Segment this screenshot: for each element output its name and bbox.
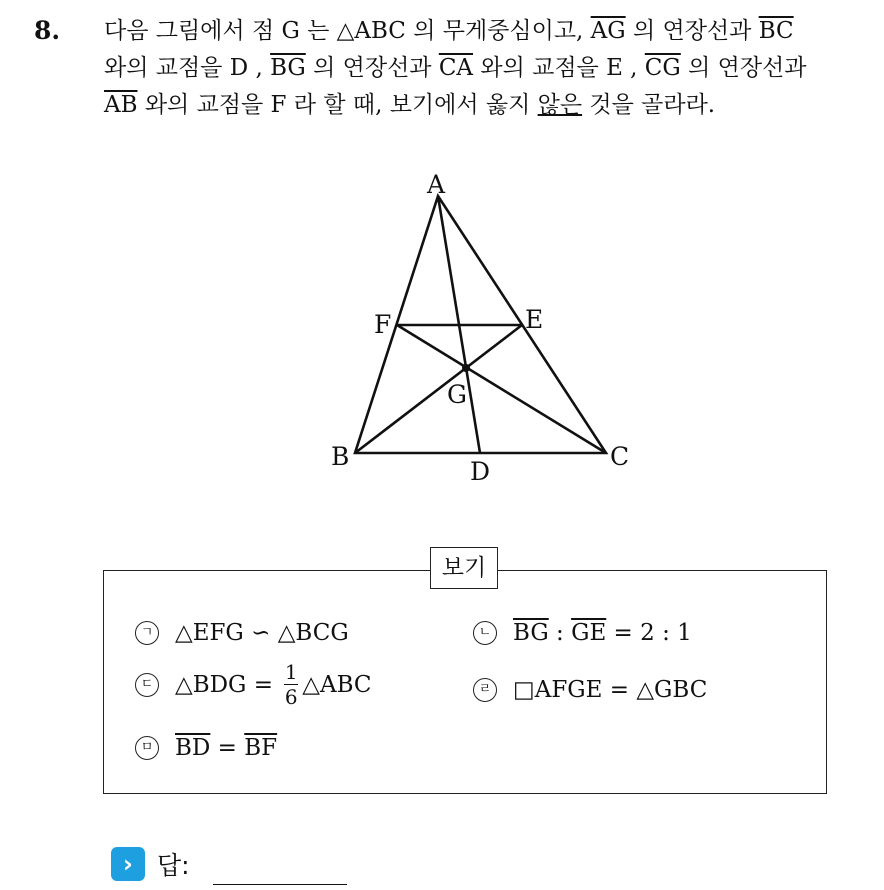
question-text-part: 와의 교점을 E , (473, 55, 645, 81)
label-e: E (525, 305, 544, 334)
segment-ca: $\overline{CA}$ (438, 55, 474, 81)
label-f: F (374, 310, 392, 339)
segment-bc: $\overline{BC}$ (758, 18, 794, 44)
item-m-mid: = (210, 735, 245, 761)
fraction-numerator: 1 (284, 660, 298, 684)
bogi-item-n (473, 620, 692, 646)
label-d: D (470, 457, 491, 486)
marker-m: ㅁ (135, 736, 159, 760)
segment-ab: $\overline{AB}$ (104, 92, 138, 118)
point-g (462, 364, 470, 372)
segment-cg: $\overline{CG}$ (644, 55, 681, 81)
item-n-seg2: $\overline{GE}$ (571, 620, 607, 646)
marker-g: ㄱ (135, 621, 159, 645)
triangle-lines (355, 196, 606, 453)
marker-r: ㄹ (473, 678, 497, 702)
segment-bg: $\overline{BG}$ (270, 55, 306, 81)
label-g: G (447, 380, 467, 409)
question-text-part: 와의 교점을 F 라 할 때, 보기에서 옳지 (137, 92, 538, 118)
answer-area (111, 846, 190, 882)
median-be (355, 325, 522, 453)
median-cf (397, 325, 606, 453)
segment-ag: $\overline{AG}$ (590, 18, 626, 44)
marker-n: ㄴ (473, 621, 497, 645)
fraction (284, 662, 298, 707)
bogi-item-g (135, 620, 349, 646)
question-text-part: 와의 교점을 D , (104, 55, 271, 81)
question-text-part: 의 연장선과 (625, 18, 759, 44)
question-text-part: 다음 그림에서 점 G 는 △ABC 의 무게중심이고, (104, 18, 591, 44)
question-number: 8. (34, 16, 61, 45)
item-m-seg2: $\overline{BF}$ (244, 735, 278, 761)
question-text-part: 의 연장선과 (680, 55, 807, 81)
bogi-item-m (135, 735, 277, 761)
item-d-lhs: △BDG = (175, 671, 281, 698)
bogi-item-r (473, 677, 707, 703)
marker-d: ㄷ (135, 673, 159, 697)
underlined-word: 않은 (537, 92, 583, 118)
bogi-item-d (135, 662, 372, 707)
answer-label: 답: (157, 851, 190, 880)
bogi-title: 보기 (430, 547, 498, 589)
fraction-denominator: 6 (284, 685, 298, 709)
label-b: B (331, 442, 350, 471)
item-n-seg1: $\overline{BG}$ (513, 620, 549, 646)
question-text-part: 것을 골라라. (582, 92, 716, 118)
item-g-expr: △EFG ∽ △BCG (175, 620, 349, 646)
item-m-seg1: $\overline{BD}$ (175, 735, 211, 761)
label-a: A (427, 170, 446, 199)
item-n-rest: = 2 : 1 (606, 620, 692, 646)
question-text-part: 의 연장선과 (305, 55, 439, 81)
item-n-mid: : (548, 620, 572, 646)
label-c: C (610, 442, 630, 471)
item-r-expr: □AFGE = △GBC (513, 677, 708, 703)
chevron-right-icon: › (111, 847, 145, 881)
answer-blank[interactable] (213, 884, 347, 885)
item-d-rhs: △ABC (302, 671, 372, 698)
